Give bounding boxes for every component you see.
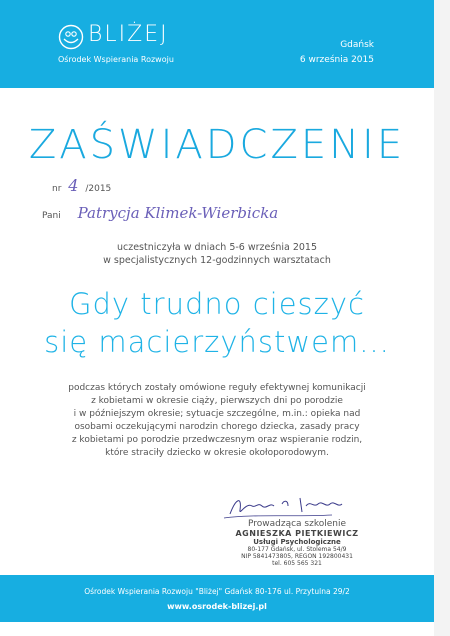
certificate-number (52, 176, 111, 195)
signer-phone: tel. 605 565 321 (272, 560, 322, 567)
issue-city: Gdańsk (340, 40, 374, 50)
issue-date: 6 września 2015 (299, 55, 374, 65)
signer-address: 80-177 Gdańsk, ul. Stolema 54/9 (247, 546, 347, 553)
nr-value: 4 (68, 176, 79, 195)
header-band (0, 0, 434, 88)
description-line: z kobietami w okresie ciąży, pierwszych dni po porodzie (91, 396, 343, 406)
attendance-line: w specjalistycznych 12-godzinnych warsztatach (103, 255, 331, 266)
signer-role: Prowadząca szkolenie (247, 519, 347, 529)
workshop-description (0, 382, 434, 460)
footer-band (0, 575, 434, 622)
nr-year: /2015 (85, 184, 112, 194)
signer-nip: NIP 5841473805, REGON 192800431 (241, 553, 353, 560)
signer-name: AGNIESZKA PIETKIEWICZ (235, 529, 359, 538)
logo-wordmark: BLIŻEJ (88, 22, 169, 47)
page-edge (434, 0, 450, 636)
logo-subtitle: Ośrodek Wspierania Rozwoju (58, 55, 174, 64)
signature-block (222, 519, 372, 567)
description-line: podczas których zostały omówione reguły efektywnej komunikacji (68, 383, 366, 393)
description-line: które straciły dziecko w okresie okołoporodowym. (105, 448, 329, 458)
recipient-row (42, 204, 278, 222)
footer-address: Ośrodek Wspierania Rozwoju "Bliżej" Gdańsk 80-176 ul. Przytulna 29/2 (84, 587, 350, 596)
recipient-name: Patrycja Klimek-Wierbicka (77, 204, 279, 222)
signer-company: Usługi Psychologiczne (253, 538, 341, 546)
certificate-title: ZAŚWIADCZENIE (28, 122, 406, 168)
description-line: osobami oczekującymi narodzin chorego dziecka, zasady pracy (74, 422, 360, 432)
workshop-title-line: się macierzyństwem... (44, 325, 390, 359)
attendance-line: uczestniczyła w dniach 5-6 września 2015 (116, 242, 318, 253)
description-line: i w późniejszym okresie; sytuacje szczególne, m.in.: opieka nad (73, 409, 361, 419)
attendance-text (0, 241, 434, 267)
pani-label: Pani (42, 211, 61, 221)
description-line: z kobietami po porodzie przedwczesnym oraz wspieranie rodzin, (71, 435, 363, 445)
handwritten-signature (222, 488, 382, 522)
workshop-title (0, 285, 434, 361)
footer-website-link[interactable]: www.osrodek-blizej.pl (167, 602, 267, 611)
workshop-title-line: Gdy trudno cieszyć (69, 287, 365, 321)
nr-label: nr (52, 184, 62, 194)
logo-icon (58, 24, 84, 50)
